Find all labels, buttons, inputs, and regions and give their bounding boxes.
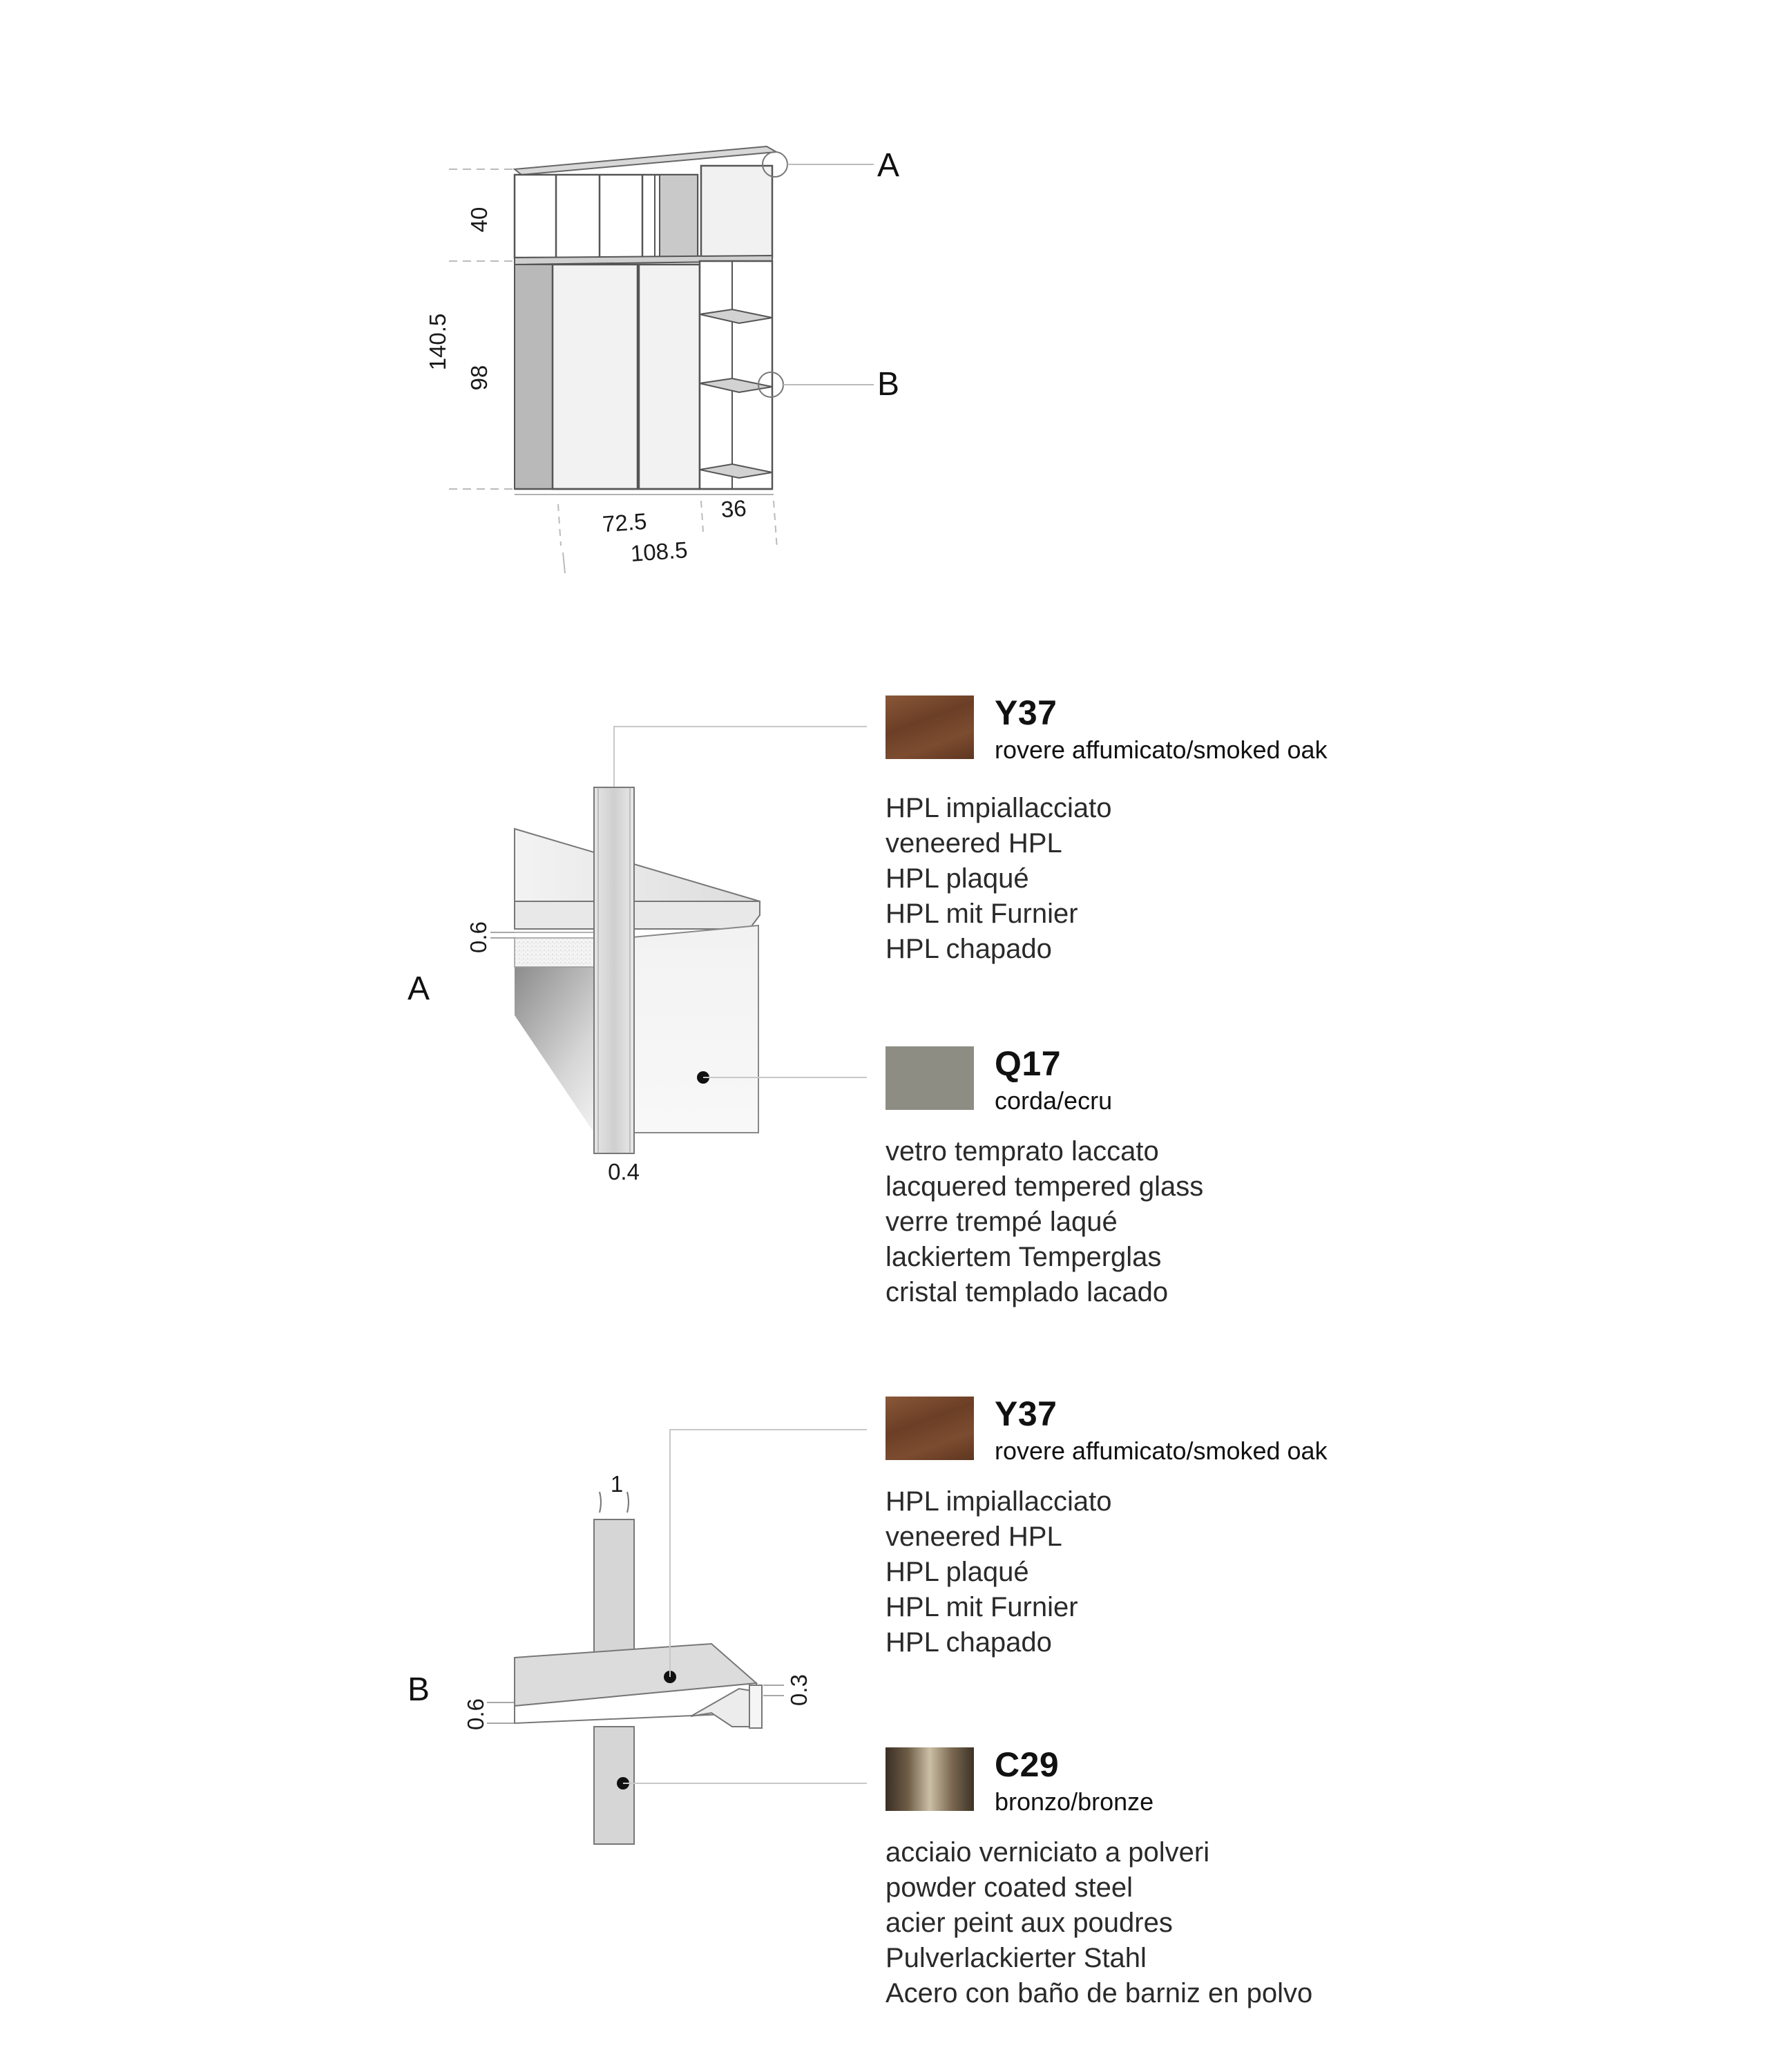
finish-desc-line: HPL plaqué — [886, 1557, 1029, 1587]
finish-code: Y37 — [995, 1394, 1057, 1433]
finish-desc-line: Pulverlackierter Stahl — [886, 1943, 1147, 1973]
detail-a-label: A — [408, 970, 430, 1007]
detail-b-label: B — [408, 1671, 430, 1708]
finish-description — [886, 1484, 1112, 1660]
finish-desc-line: HPL chapado — [886, 934, 1052, 964]
dim-left-width: 72.5 — [601, 508, 648, 537]
finish-description — [886, 791, 1112, 967]
finish-desc-line: HPL chapado — [886, 1627, 1052, 1658]
finish-desc-line: veneered HPL — [886, 828, 1062, 858]
callout-label-a: A — [877, 147, 900, 184]
dim-b-upright-width: 1 — [610, 1471, 624, 1497]
finish-name: rovere affumicato/smoked oak — [995, 736, 1328, 764]
finish-name: rovere affumicato/smoked oak — [995, 1437, 1328, 1465]
detail-a-drawing — [408, 727, 867, 1184]
finish-desc-line: powder coated steel — [886, 1872, 1133, 1903]
callout-label-b: B — [877, 366, 900, 403]
finish-desc-line: Acero con baño de barniz en polvo — [886, 1978, 1313, 2008]
finish-desc-line: lacquered tempered glass — [886, 1171, 1204, 1202]
dim-bottom-height: 98 — [466, 365, 492, 391]
finish-desc-line: cristal templado lacado — [886, 1277, 1169, 1307]
finish-desc-line: verre trempé laqué — [886, 1207, 1118, 1237]
finish-desc-line: HPL plaqué — [886, 863, 1029, 894]
cabinet-overview — [425, 146, 899, 573]
finish-code: Y37 — [995, 693, 1057, 732]
finish-name: corda/ecru — [995, 1086, 1113, 1115]
swatch-q17 — [886, 1046, 974, 1110]
dim-a-top-thickness: 0.6 — [466, 921, 491, 953]
finish-desc-line: HPL mit Furnier — [886, 1592, 1078, 1622]
finish-desc-line: HPL impiallacciato — [886, 793, 1112, 823]
finish-desc-line: veneered HPL — [886, 1522, 1062, 1552]
swatch-y37 — [886, 1397, 974, 1460]
finish-code: C29 — [995, 1745, 1060, 1784]
finish-desc-line: acciaio verniciato a polveri — [886, 1837, 1210, 1868]
dim-total-width: 108.5 — [629, 537, 689, 566]
finish-description — [886, 1134, 1203, 1310]
dim-a-door-thickness: 0.4 — [608, 1159, 640, 1184]
dim-total-height: 140.5 — [425, 313, 450, 371]
dim-b-shelf-thickness: 0.6 — [463, 1698, 488, 1730]
finish-desc-line: lackiertem Temperglas — [886, 1242, 1162, 1272]
finish-desc-line: acier peint aux poudres — [886, 1908, 1173, 1938]
finish-name: bronzo/bronze — [995, 1787, 1154, 1816]
dim-top-height: 40 — [466, 207, 492, 233]
finish-desc-line: HPL mit Furnier — [886, 899, 1078, 929]
swatch-c29 — [886, 1747, 974, 1811]
dim-right-width: 36 — [720, 495, 747, 523]
swatch-y37 — [886, 696, 974, 759]
finish-desc-line: vetro temprato laccato — [886, 1136, 1159, 1167]
finish-code: Q17 — [995, 1044, 1062, 1083]
finish-desc-line: HPL impiallacciato — [886, 1486, 1112, 1517]
finish-description — [886, 1835, 1312, 2011]
dim-b-bracket-thickness: 0.3 — [786, 1674, 812, 1706]
